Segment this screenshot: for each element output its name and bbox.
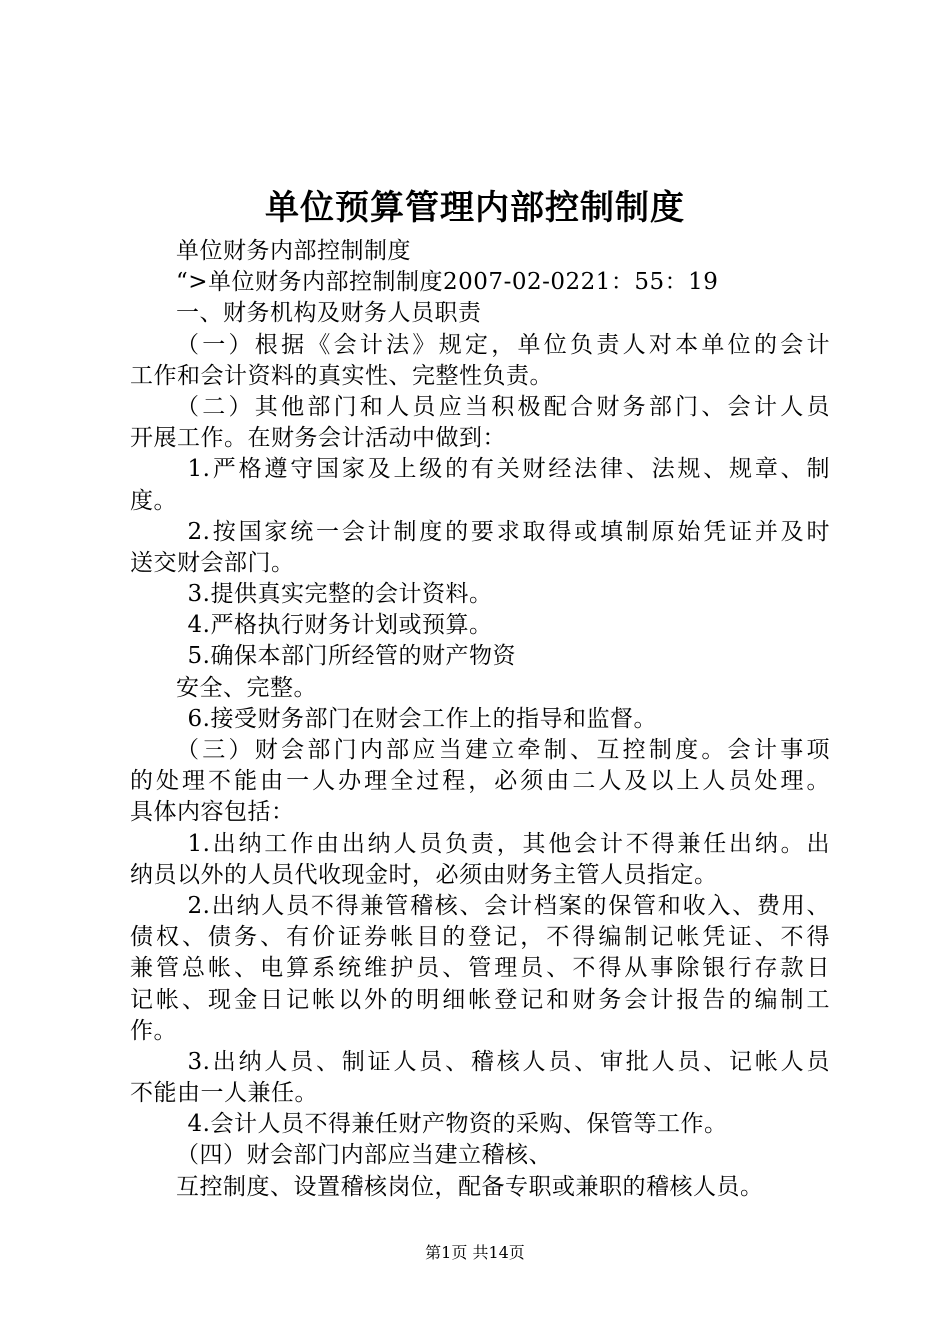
text-line: （四）财会部门内部应当建立稽核、 [176, 1142, 552, 1169]
text-line: “>单位财务内部控制制度2007-02-0221：55：19 [176, 269, 719, 296]
text-line: 送交财会部门。 [130, 549, 295, 576]
text-line: （三）财会部门内部应当建立牵制、互控制度。会计事项 [176, 737, 830, 763]
text-line: （二）其他部门和人员应当积极配合财务部门、会计人员 [176, 393, 830, 420]
text-line: 作。 [130, 1017, 177, 1044]
text-line: 3.出纳人员、制证人员、稽核人员、审批人员、记帐人员 [187, 1048, 830, 1075]
text-line: 的处理不能由一人办理全过程，必须由二人及以上人员处理。 [130, 768, 830, 795]
text-line: 3.提供真实完整的会计资料。 [187, 581, 493, 608]
page-footer: 第1页 共14页 [425, 1243, 525, 1262]
text-line: 互控制度、设置稽核岗位，配备专职或兼职的稽核人员。 [176, 1173, 764, 1200]
document-body [130, 236, 830, 1203]
text-line: 安全、完整。 [176, 674, 317, 701]
text-line: 6.接受财务部门在财会工作上的指导和监督。 [187, 705, 657, 732]
text-line: 债权、债务、有价证券帐目的登记，不得编制记帐凭证、不得 [130, 924, 830, 951]
text-line: 兼管总帐、电算系统维护员、管理员、不得从事除银行存款日 [130, 955, 830, 982]
document-title: 单位预算管理内部控制制度 [265, 188, 685, 228]
text-line: 2.出纳人员不得兼管稽核、会计档案的保管和收入、费用、 [187, 892, 830, 919]
text-line: 1.出纳工作由出纳人员负责，其他会计不得兼任出纳。出 [187, 830, 830, 857]
text-line: 开展工作。在财务会计活动中做到： [130, 425, 506, 452]
text-line: 单位财务内部控制制度 [176, 238, 411, 264]
text-line: 不能由一人兼任。 [130, 1080, 318, 1107]
text-line: 具体内容包括： [130, 799, 295, 826]
text-line: 纳员以外的人员代收现金时，必须由财务主管人员指定。 [130, 861, 718, 888]
text-line: 记帐、现金日记帐以外的明细帐登记和财务会计报告的编制工 [130, 986, 830, 1013]
text-line: 4.会计人员不得兼任财产物资的采购、保管等工作。 [187, 1111, 728, 1138]
text-line: 工作和会计资料的真实性、完整性负责。 [130, 362, 553, 389]
text-line: 5.确保本部门所经管的财产物资 [187, 643, 516, 670]
text-line: 2.按国家统一会计制度的要求取得或填制原始凭证并及时 [187, 518, 830, 545]
text-line: 4.严格执行财务计划或预算。 [187, 612, 493, 639]
text-line: 一、财务机构及财务人员职责 [176, 300, 482, 327]
text-line: （一）根据《会计法》规定，单位负责人对本单位的会计 [176, 331, 830, 358]
text-line: 1.严格遵守国家及上级的有关财经法律、法规、规章、制 [187, 456, 830, 483]
text-line: 度。 [130, 487, 177, 514]
